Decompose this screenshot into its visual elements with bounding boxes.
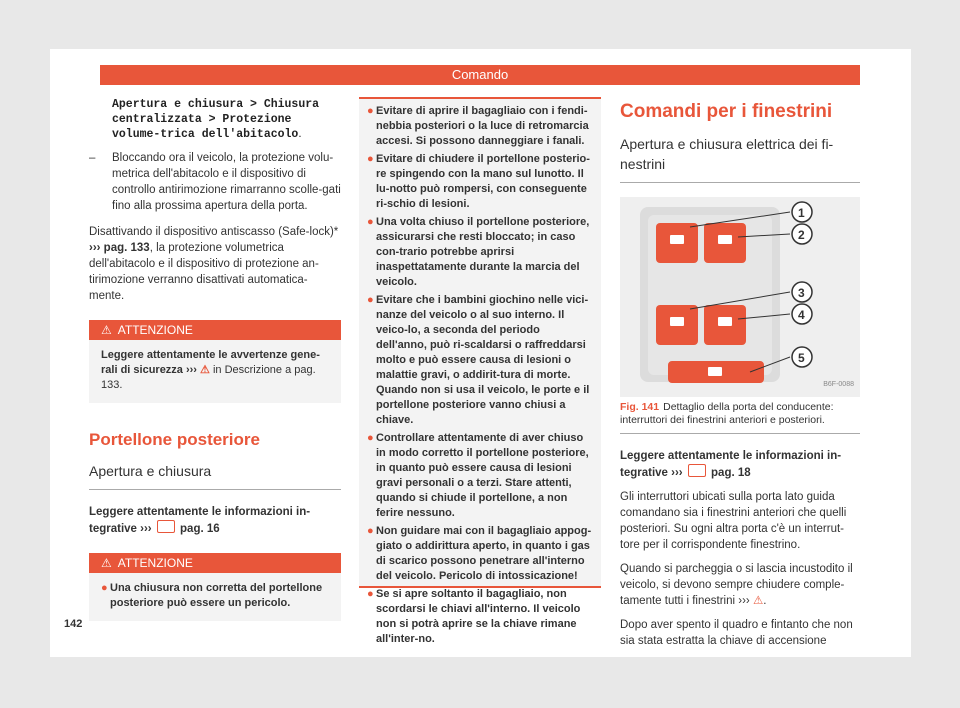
- warning-icon: ⚠: [101, 323, 112, 337]
- warning-box-1: ⚠ ATTENZIONE Leggere attentamente le avvertenze gene-rali di sicurezza ››› ⚠ in Descrizione a pag. 133.: [89, 320, 341, 403]
- header-title: Comando: [451, 67, 509, 82]
- window-switch-illustration: [620, 197, 860, 397]
- page-title: Comandi per i finestrini: [620, 101, 833, 122]
- right-text: [620, 448, 860, 649]
- safelock-paragraph: Disattivando il dispositivo antiscasso (Safe-lock)* ››› pag. 133, la protezione volumetrica dell'abitacolo e il dispositivo di protezione an-tirimozione verranno disattivati automatica-mente.: [89, 226, 339, 302]
- paragraph: Gli interruttori ubicati sulla porta lato guida comandano sia i finestrini anteriori che quelli posteriori. Su ogni altra porta c'è un interrut-tore per il corrispondente finestrino.: [620, 491, 847, 551]
- page-subtitle: Apertura e chiusura elettrica dei fi-nestrini: [620, 134, 860, 183]
- warning-box-2: ⚠ ATTENZIONE ● Una chiusura non corretta del portellone posteriore può essere un pericolo.: [89, 553, 341, 621]
- figure-code: B6F-0088: [823, 381, 854, 388]
- middle-column: [359, 97, 601, 645]
- warning-title: ATTENZIONE: [117, 323, 193, 337]
- menu-path: Apertura e chiusura > Chiusura centralizzata > Protezione volume-trica dell'abitacolo.: [112, 98, 320, 141]
- book-icon: [688, 464, 706, 477]
- callout-4: 4: [798, 308, 805, 322]
- callout-5: 5: [798, 351, 805, 365]
- warning-triangle-icon: ⚠: [752, 595, 764, 607]
- callout-1: 1: [798, 206, 805, 220]
- page-number: 142: [64, 618, 83, 630]
- list-item: ● Non guidare mai con il bagagliaio appog-giato o addirittura aperto, in quanto i gas di scarico possono penetrare all'interno del veicolo. Pericolo di intossicazione!: [367, 525, 592, 582]
- book-icon: [157, 520, 175, 533]
- read-more: Leggere attentamente le informazioni in-tegrative ››› pag. 18: [620, 450, 842, 479]
- list-item: ● Una volta chiuso il portellone posteriore, assicurarsi che resti bloccato; in caso con-trario potrebbe aprirsi inaspettatamente durante la marcia del veicolo.: [367, 216, 590, 288]
- read-more-link[interactable]: pag. 18: [707, 467, 751, 479]
- callout-3: 3: [798, 286, 805, 300]
- warning-triangle-icon: ⚠: [200, 364, 210, 376]
- section-title: Portellone posteriore: [89, 430, 260, 449]
- read-more-link[interactable]: pag. 16: [176, 523, 220, 535]
- list-item: ● Evitare di aprire il bagagliaio con i fendi-nebbia posteriori o la luce di retromarcia accesi. Si possono danneggiare i fanali.: [367, 105, 589, 147]
- read-more: Leggere attentamente le informazioni in-tegrative ››› pag. 16: [89, 506, 311, 535]
- list-item: ● Se si apre soltanto il bagagliaio, non scordarsi le chiavi all'interno. Il veicolo non si potrà aprire se la chiave rimane all'inter-no.: [367, 588, 581, 645]
- warning-icon: ⚠: [101, 556, 112, 570]
- page-header: [100, 65, 860, 85]
- callout-2: 2: [798, 228, 805, 242]
- list-item: ● Evitare che i bambini giochino nelle vici-nanze del veicolo o al suo interno. Il veico-lo, a seconda del periodo dell'anno, può ri-scaldarsi o raffreddarsi molto e può essere causa di lesioni o malattie gravi, o addirit-tura di morte. Quando non si usa il veicolo, le porte e il portellone posteriore vanno chiusi a chiave.: [367, 294, 590, 426]
- warning-title: ATTENZIONE: [117, 556, 193, 570]
- window-switch-figure: [620, 197, 860, 397]
- paragraph: Dopo aver spento il quadro e fintanto che non sia stata estratta la chiave di accensione: [620, 619, 853, 647]
- right-column: [620, 97, 860, 657]
- figure-caption: Fig. 141 Dettaglio della porta del conducente: interruttori dei finestrini anteriori e posteriori.: [620, 401, 860, 434]
- section-subtitle: Apertura e chiusura: [89, 461, 341, 490]
- list-item: ● Evitare di chiudere il portellone posterio-re spingendo con la mano sul lunotto. Il lu-notto può rompersi, con conseguente ri-schio di lesioni.: [367, 153, 590, 210]
- warning-link[interactable]: in Descrizione a pag. 133.: [101, 364, 316, 391]
- left-column: [89, 97, 341, 635]
- warning-continuation-box: [359, 97, 601, 645]
- dash-item: – Bloccando ora il veicolo, la protezione volu-metrica dell'abitacolo e il dispositivo di controllo antirimozione rimarranno scolle-gati fino alla prossima apertura della porta.: [89, 152, 341, 212]
- list-item: ● Controllare attentamente di aver chiuso in modo corretto il portellone posteriore, in quanto può essere causa di lesioni gravi personali o a terzi. Stare attenti, quando si chiude il portellone, a non ferire nessuno.: [367, 432, 589, 519]
- paragraph: Quando si parcheggia o si lascia incustodito il veicolo, si devono sempre chiudere comple-tamente tutti i finestrini ››› ⚠.: [620, 563, 853, 607]
- page-ref-link[interactable]: ››› pag. 133: [89, 242, 150, 254]
